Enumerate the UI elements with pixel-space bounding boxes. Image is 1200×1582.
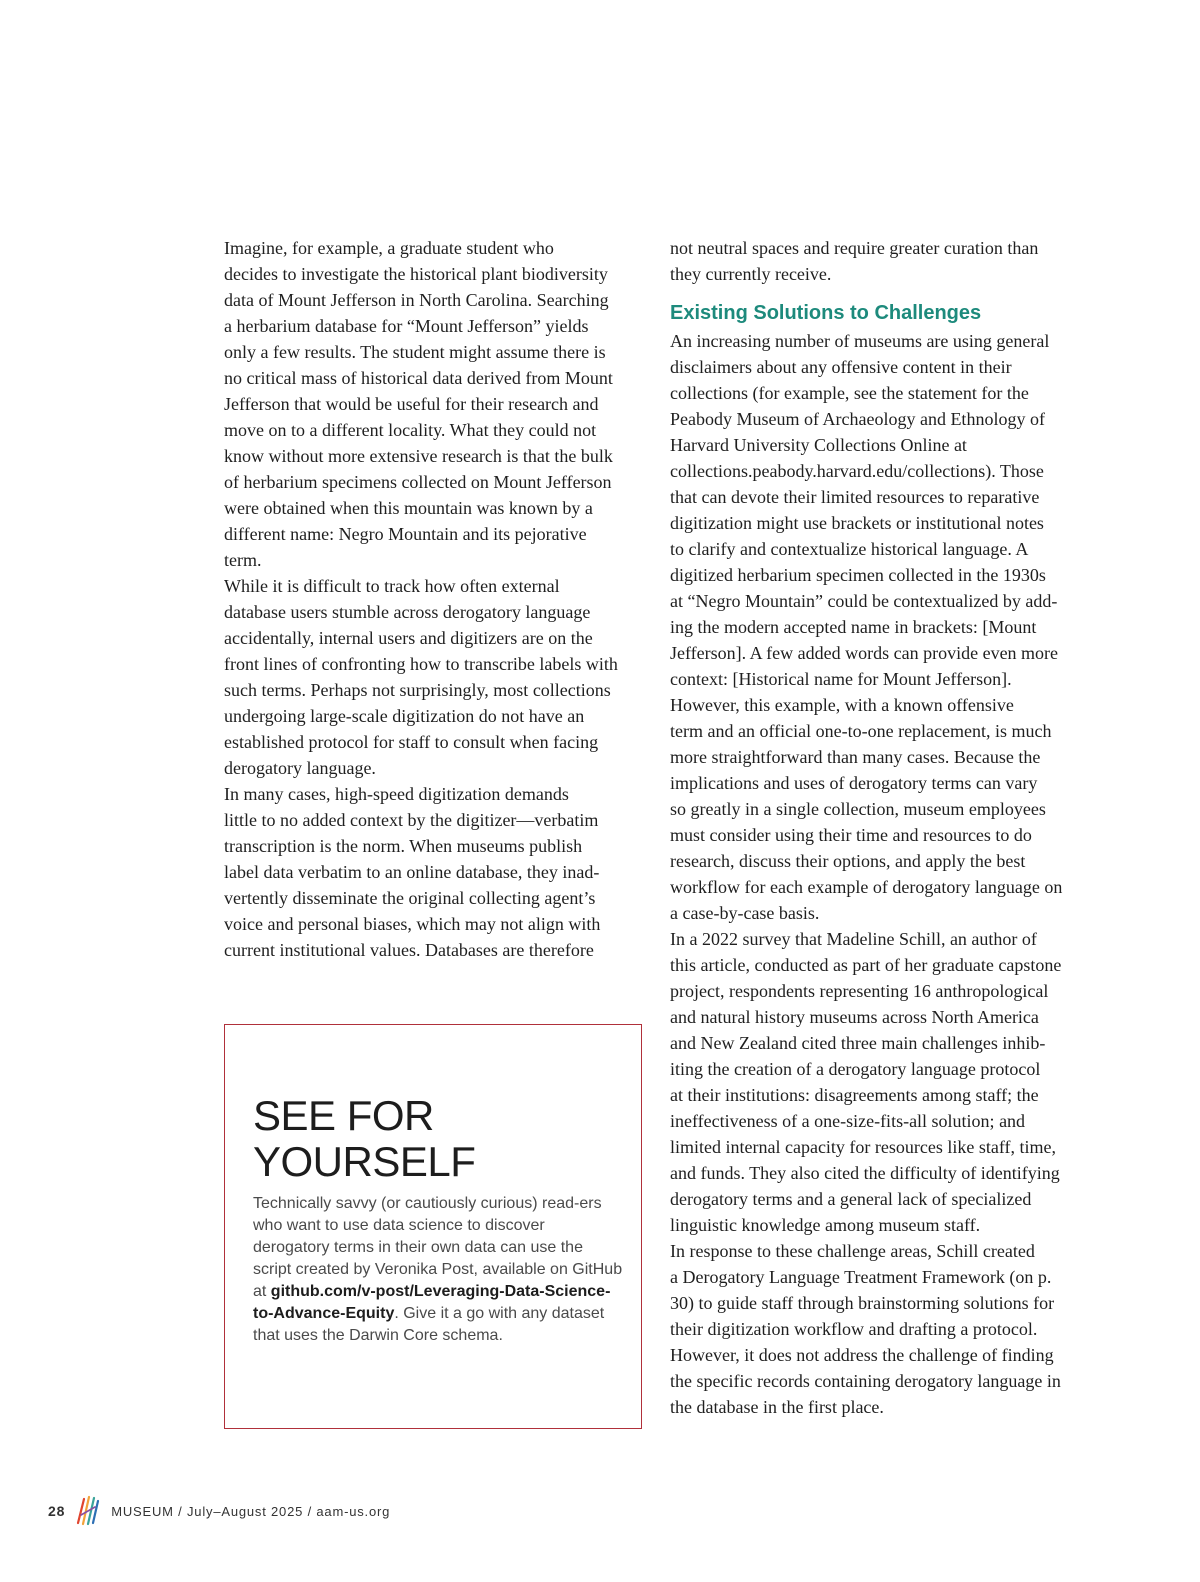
body-paragraph: Imagine, for example, a graduate student who decides to investigate the historical plant biodiversity data of Mount Jefferson in North Carolina. Searching a herbarium database for “Mount Jefferson” yields only a few results. The student might assume there is no critical mass of historical data derived from Mount Jefferson that would be useful for their research and move on to a different locality. What they could not know without more extensive research is that the bulk of herbarium specimens collected on Mount Jefferson were obtained when this mountain was known by a different name: Negro Mountain and its pejorative term. [224, 238, 613, 570]
publication-info: MUSEUM / July–August 2025 / aam-us.org [111, 1503, 391, 1519]
sidebar-body-text: Technically savvy (or cautiously curious) read-ers who want to use data science to discover derogatory terms in their own data can use the script created by Veronika Post, available on GitHub at [253, 1195, 623, 1300]
sidebar-body [253, 1193, 623, 1347]
page-number: 28 [48, 1503, 66, 1519]
body-paragraph: An increasing number of museums are using general disclaimers about any offensive content in their collections (for example, see the statement for the Peabody Museum of Archaeology and Ethnology of Harvard University Collections Online at collections.peabody.harvard.edu/collections). Those that can devote their limited resources to reparative digitization might use brackets or institutional notes to clarify and contextualize historical language. A digitized herbarium specimen collected in the 1930s at “Negro Mountain” could be contextualized by add- ing the modern accepted name in brackets: [Mount Jefferson]. A few added words can provide even more context: [Historical name for Mount Jefferson]. [670, 331, 1059, 689]
github-link[interactable]: github.com/v-post/Leveraging-Data-Science-to-Advance-Equity [253, 1283, 611, 1322]
aam-logo-icon [75, 1493, 101, 1530]
body-paragraph: In many cases, high-speed digitization demands little to no added context by the digitizer—verbatim transcription is the norm. When museums publish label data verbatim to an online database, they inad- vertently disseminate the original collecting agent’s voice and personal biases, which may not align with current institutional values. Databases are therefore [224, 784, 601, 960]
sidebar-body-text: . Give it a go with any dataset that uses the Darwin Core schema. [253, 1305, 605, 1344]
body-paragraph: However, this example, with a known offensive term and an official one-to-one replacement, is much more straightforward than many cases. Because the implications and uses of derogatory terms can vary so greatly in a single collection, museum employees must consider using their time and resources to do research, discuss their options, and apply the best workflow for each example of derogatory language on a case-by-case basis. [670, 695, 1063, 923]
body-paragraph: not neutral spaces and require greater curation than they currently receive. [670, 238, 1039, 284]
see-for-yourself-box [224, 1024, 642, 1429]
body-paragraph: While it is difficult to track how often external database users stumble across derogatory language accidentally, internal users and digitizers are on the front lines of confronting how to transcribe labels with such terms. Perhaps not surprisingly, most collections undergoing large-scale digitization do not have an established protocol for staff to consult when facing derogatory language. [224, 576, 618, 778]
body-paragraph: In a 2022 survey that Madeline Schill, an author of this article, conducted as part of her graduate capstone project, respondents representing 16 anthropological and natural history museums across North America and New Zealand cited three main challenges inhib- iting the creation of a derogatory language protocol at their institutions: disagreements among staff; the ineffectiveness of a one-size-fits-all solution; and limited internal capacity for resources like staff, time, and funds. They also cited the difficulty of identifying derogatory terms and a general lack of specialized linguistic knowledge among museum staff. [670, 929, 1062, 1235]
left-column [224, 235, 654, 963]
sidebar-title: SEE FOR YOURSELF [253, 1092, 476, 1185]
right-column [670, 235, 1100, 1420]
page-footer [48, 1494, 390, 1528]
body-paragraph: In response to these challenge areas, Schill created a Derogatory Language Treatment Framework (on p. 30) to guide staff through brainstorming solutions for their digitization workflow and drafting a protocol. However, it does not address the challenge of finding the specific records containing derogatory language in the database in the first place. [670, 1241, 1061, 1417]
section-heading: Existing Solutions to Challenges [670, 302, 982, 324]
